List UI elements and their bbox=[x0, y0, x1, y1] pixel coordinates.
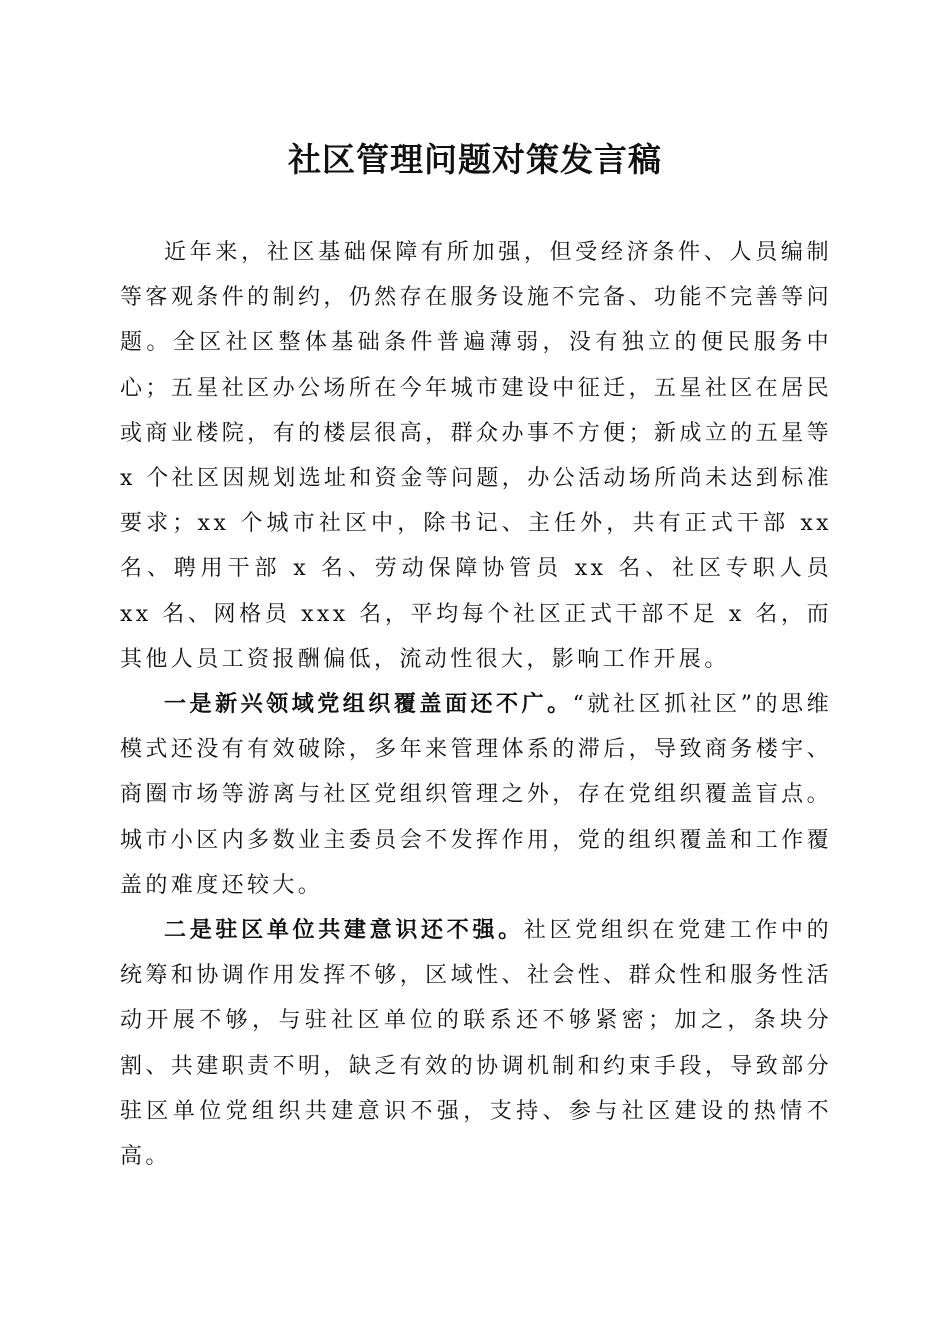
document-body bbox=[120, 230, 832, 1179]
paragraph-point-two bbox=[120, 908, 832, 1179]
paragraph-point-one bbox=[120, 682, 832, 908]
paragraph-point-one-heading: 一是新兴领域党组织覆盖面还不广。 bbox=[164, 691, 573, 718]
document-title: 社区管理问题对策发言稿 bbox=[288, 140, 662, 179]
paragraph-intro-text: 近年来，社区基础保障有所加强，但受经济条件、人员编制等客观条件的制约，仍然存在服务设施不完备、功能不完善等问题。全区社区整体基础条件普遍薄弱，没有独立的便民服务中心；五星社区办公场所在今年城市建设中征迁，五星社区在居民或商业楼院，有的楼层很高，群众办事不方便；新成立的五星等 x 个社区因规划选址和资金等问题，办公活动场所尚未达到标准要求；xx 个城市社区中，除书记、主任外，共有正式干部 xx 名、聘用干部 x 名、劳动保障协管员 xx 名、社区专职人员 xx 名、网格员 xxx 名，平均每个社区正式干部不足 x 名，而其他人员工资报酬偏低，流动性很大，影响工作开展。 bbox=[120, 240, 833, 672]
paragraph-point-two-heading: 二是驻区单位共建意识还不强。 bbox=[164, 917, 524, 944]
paragraph-intro bbox=[120, 230, 832, 682]
paragraph-point-one-text: “就社区抓社区”的思维模式还没有有效破除，多年来管理体系的滞后，导致商务楼宇、商圈市场等游离与社区党组织管理之外，存在党组织覆盖盲点。城市小区内多数业主委员会不发挥作用，党的组织覆盖和工作覆盖的难度还较大。 bbox=[120, 692, 832, 898]
paragraph-point-two-text: 社区党组织在党建工作中的统筹和协调作用发挥不够，区域性、社会性、群众性和服务性活动开展不够，与驻社区单位的联系还不够紧密；加之，条块分割、共建职责不明，缺乏有效的协调机制和约束手段，导致部分驻区单位党组织共建意识不强，支持、参与社区建设的热情不高。 bbox=[120, 918, 832, 1170]
